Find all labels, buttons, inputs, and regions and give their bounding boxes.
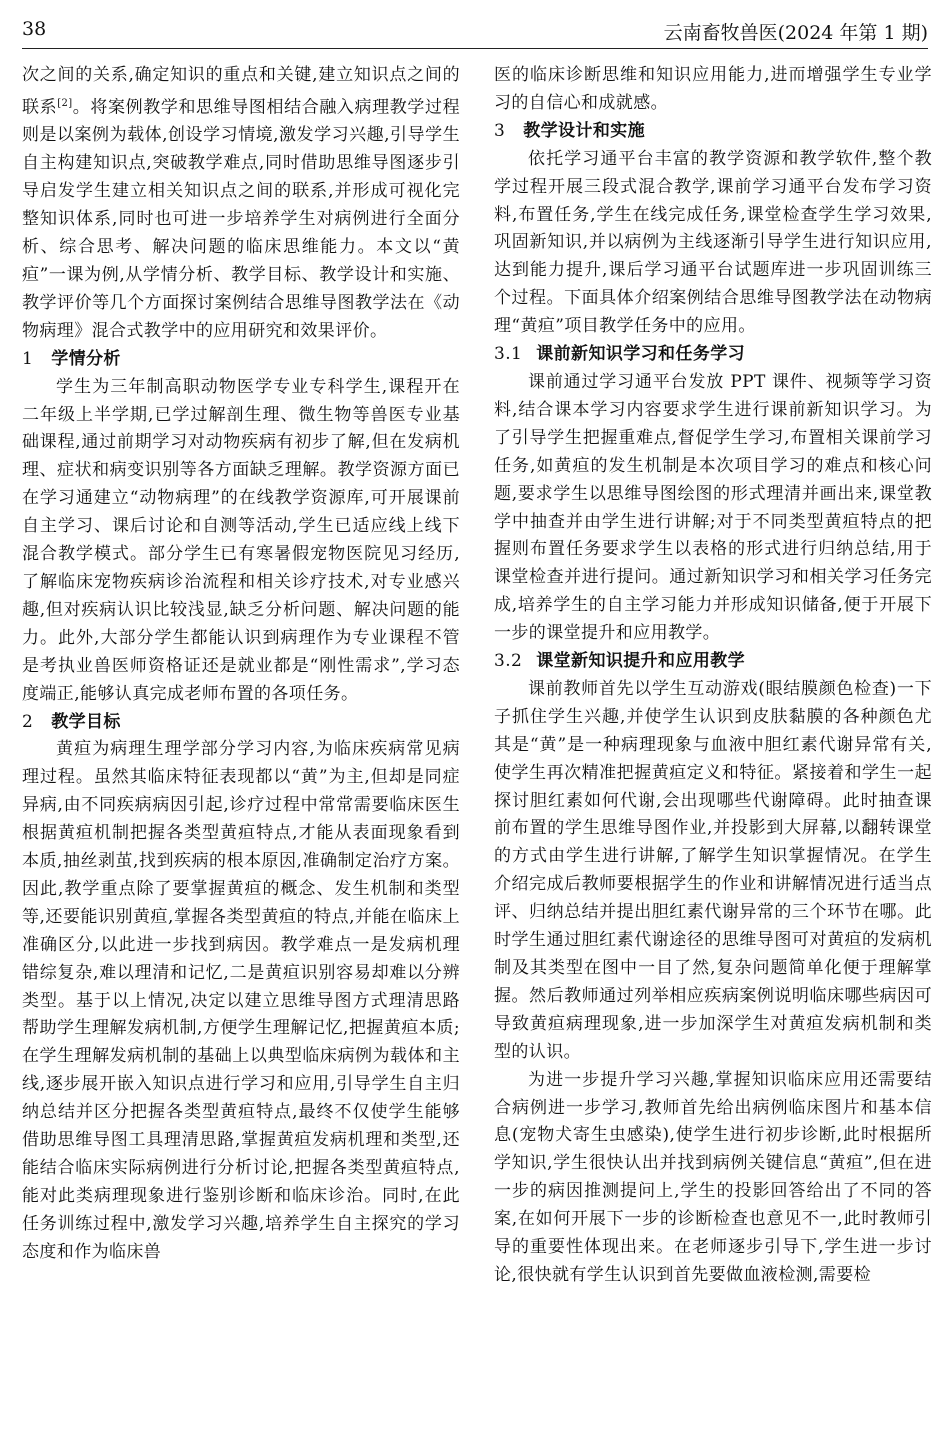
journal-title: 云南畜牧兽医(2024 年第 1 期) xyxy=(663,22,928,44)
section-heading-3: 3 教学设计和实施 xyxy=(494,120,646,141)
subsection-3-2-paragraph-1: 课前教师首先以学生互动游戏(眼结膜颜色检查)一下子抓住学生兴趣,并使学生认识到皮肤黏膜的各种颜色尤其是“黄”是一种病理现象与血液中胆红素代谢异常有关,使学生再次精准把握黄疸定义和特征。紧接着和学生一起探讨胆红素如何代谢,会出现哪些代谢障碍。此时抽查课前布置的学生思维导图作业,并投影到大屏幕,以翻转课堂的方式由学生进行讲解,了解学生知识掌握情况。在学生介绍完成后教师要根据学生的作业和讲解情况进行适当点评、归纳总结并提出胆红素代谢异常的三个环节在哪。此时学生通过胆红素代谢途径的思维导图可对黄疸的发病机制及其类型在图中一目了然,复杂问题简单化便于理解掌握。然后教师通过列举相应疾病案例说明临床哪些病因可导致黄疸病理现象,进一步加深学生对黄疸发病机制和类型的认识。 xyxy=(494,678,932,1062)
right-column xyxy=(494,62,932,1290)
section-heading-1: 1 学情分析 xyxy=(22,348,121,369)
page-number: 38 xyxy=(22,18,47,40)
citation-ref: [2] xyxy=(57,97,73,109)
subsection-heading-3-2: 3.2 课堂新知识提升和应用教学 xyxy=(494,651,746,672)
left-column xyxy=(22,62,460,1267)
subsection-heading-3-1: 3.1 课前新知识学习和任务学习 xyxy=(494,344,746,365)
section-1-paragraph: 学生为三年制高职动物医学专业专科学生,课程开在二年级上半学期,已学过解剖生理、微生物等兽医专业基础课程,通过前期学习对动物疾病有初步了解,但在发病机理、症状和病变识别等各方面缺乏理解。教学资源方面已在学习通建立“动物病理”的在线教学资源库,可开展课前自主学习、课后讨论和自测等活动,学生已适应线上线下混合教学模式。部分学生已有寒暑假宠物医院见习经历,了解临床宠物疾病诊治流程和相关诊疗技术,对专业感兴趣,但对疾病认识比较浅显,缺乏分析问题、解决问题的能力。此外,大部分学生都能认识到病理作为专业课程不管是考执业兽医师资格证还是就业都是“刚性需求”,学习态度端正,能够认真完成老师布置的各项任务。 xyxy=(22,376,460,704)
subsection-3-1-paragraph: 课前通过学习通平台发放 PPT 课件、视频等学习资料,结合课本学习内容要求学生进行课前新知识学习。为了引导学生把握重难点,督促学生学习,布置相关课前学习任务,如黄疸的发生机制是本次项目学习的难点和核心问题,要求学生以思维导图绘图的形式理清并画出来,课堂教学中抽查并由学生进行讲解;对于不同类型黄疸特点的把握则布置任务要求学生以表格的形式进行归纳总结,用于课堂检查并进行提问。通过新知识学习和相关学习任务完成,培养学生的自主学习能力并形成知识储备,便于开展下一步的课堂提升和应用教学。 xyxy=(494,371,932,644)
intro-paragraph: 次之间的关系,确定知识的重点和关键,建立知识点之间的联系[2]。将案例教学和思维导图相结合融入病理教学过程则是以案例为载体,创设学习情境,激发学习兴趣,引导学生自主构建知识点,突破教学难点,同时借助思维导图逐步引导启发学生建立相关知识点之间的联系,并形成可视化完整知识体系,同时也可进一步培养学生对病例进行全面分析、综合思考、解决问题的临床思维能力。本文以“黄疸”一课为例,从学情分析、教学目标、教学设计和实施、教学评价等几个方面探讨案例结合思维导图教学法在《动物病理》混合式教学中的应用研究和效果评价。 xyxy=(22,65,460,341)
section-3-paragraph: 依托学习通平台丰富的教学资源和教学软件,整个教学过程开展三段式混合教学,课前学习通平台发布学习资料,布置任务,学生在线完成任务,课堂检查学生学习效果,巩固新知识,并以病例为主线逐渐引导学生进行知识应用,达到能力提升,课后学习通平台试题库进一步巩固训练三个过程。下面具体介绍案例结合思维导图教学法在动物病理“黄疸”项目教学任务中的应用。 xyxy=(494,148,932,337)
continued-paragraph: 医的临床诊断思维和知识应用能力,进而增强学生专业学习的自信心和成就感。 xyxy=(494,65,932,113)
page-header xyxy=(22,8,928,49)
subsection-3-2-paragraph-2: 为进一步提升学习兴趣,掌握知识临床应用还需要结合病例进一步学习,教师首先给出病例临床图片和基本信息(宠物犬寄生虫感染),使学生进行初步诊断,此时根据所学知识,学生很快认出并找到病例关键信息“黄疸”,但在进一步的病因推测提问上,学生的投影回答给出了不同的答案,在如何开展下一步的诊断检查也意见不一,此时教师引导的重要性体现出来。在老师逐步引导下,学生进一步讨论,很快就有学生认识到首先要做血液检测,需要检 xyxy=(494,1069,932,1285)
section-2-paragraph: 黄疸为病理生理学部分学习内容,为临床疾病常见病理过程。虽然其临床特征表现都以“黄”为主,但却是同症异病,由不同疾病病因引起,诊疗过程中常常需要临床医生根据黄疸机制把握各类型黄疸特点,才能从表面现象看到本质,抽丝剥茧,找到疾病的根本原因,准确制定治疗方案。因此,教学重点除了要掌握黄疸的概念、发生机制和类型等,还要能识别黄疸,掌握各类型黄疸的特点,并能在临床上准确区分,以此进一步找到病因。教学难点一是发病机理错综复杂,难以理清和记忆,二是黄疸识别容易却难以分辨类型。基于以上情况,决定以建立思维导图方式理清思路帮助学生理解发病机制,方便学生理解记忆,把握黄疸本质;在学生理解发病机制的基础上以典型临床病例为载体和主线,逐步展开嵌入知识点进行学习和应用,引导学生自主归纳总结并区分把握各类型黄疸特点,最终不仅使学生能够借助思维导图工具理清思路,掌握黄疸发病机理和类型,还能结合临床实际病例进行分析讨论,把握各类型黄疸特点,能对此类病理现象进行鉴别诊断和临床诊治。同时,在此任务训练过程中,激发学习兴趣,培养学生自主探究的学习态度和作为临床兽 xyxy=(22,739,460,1262)
section-heading-2: 2 教学目标 xyxy=(22,711,121,732)
